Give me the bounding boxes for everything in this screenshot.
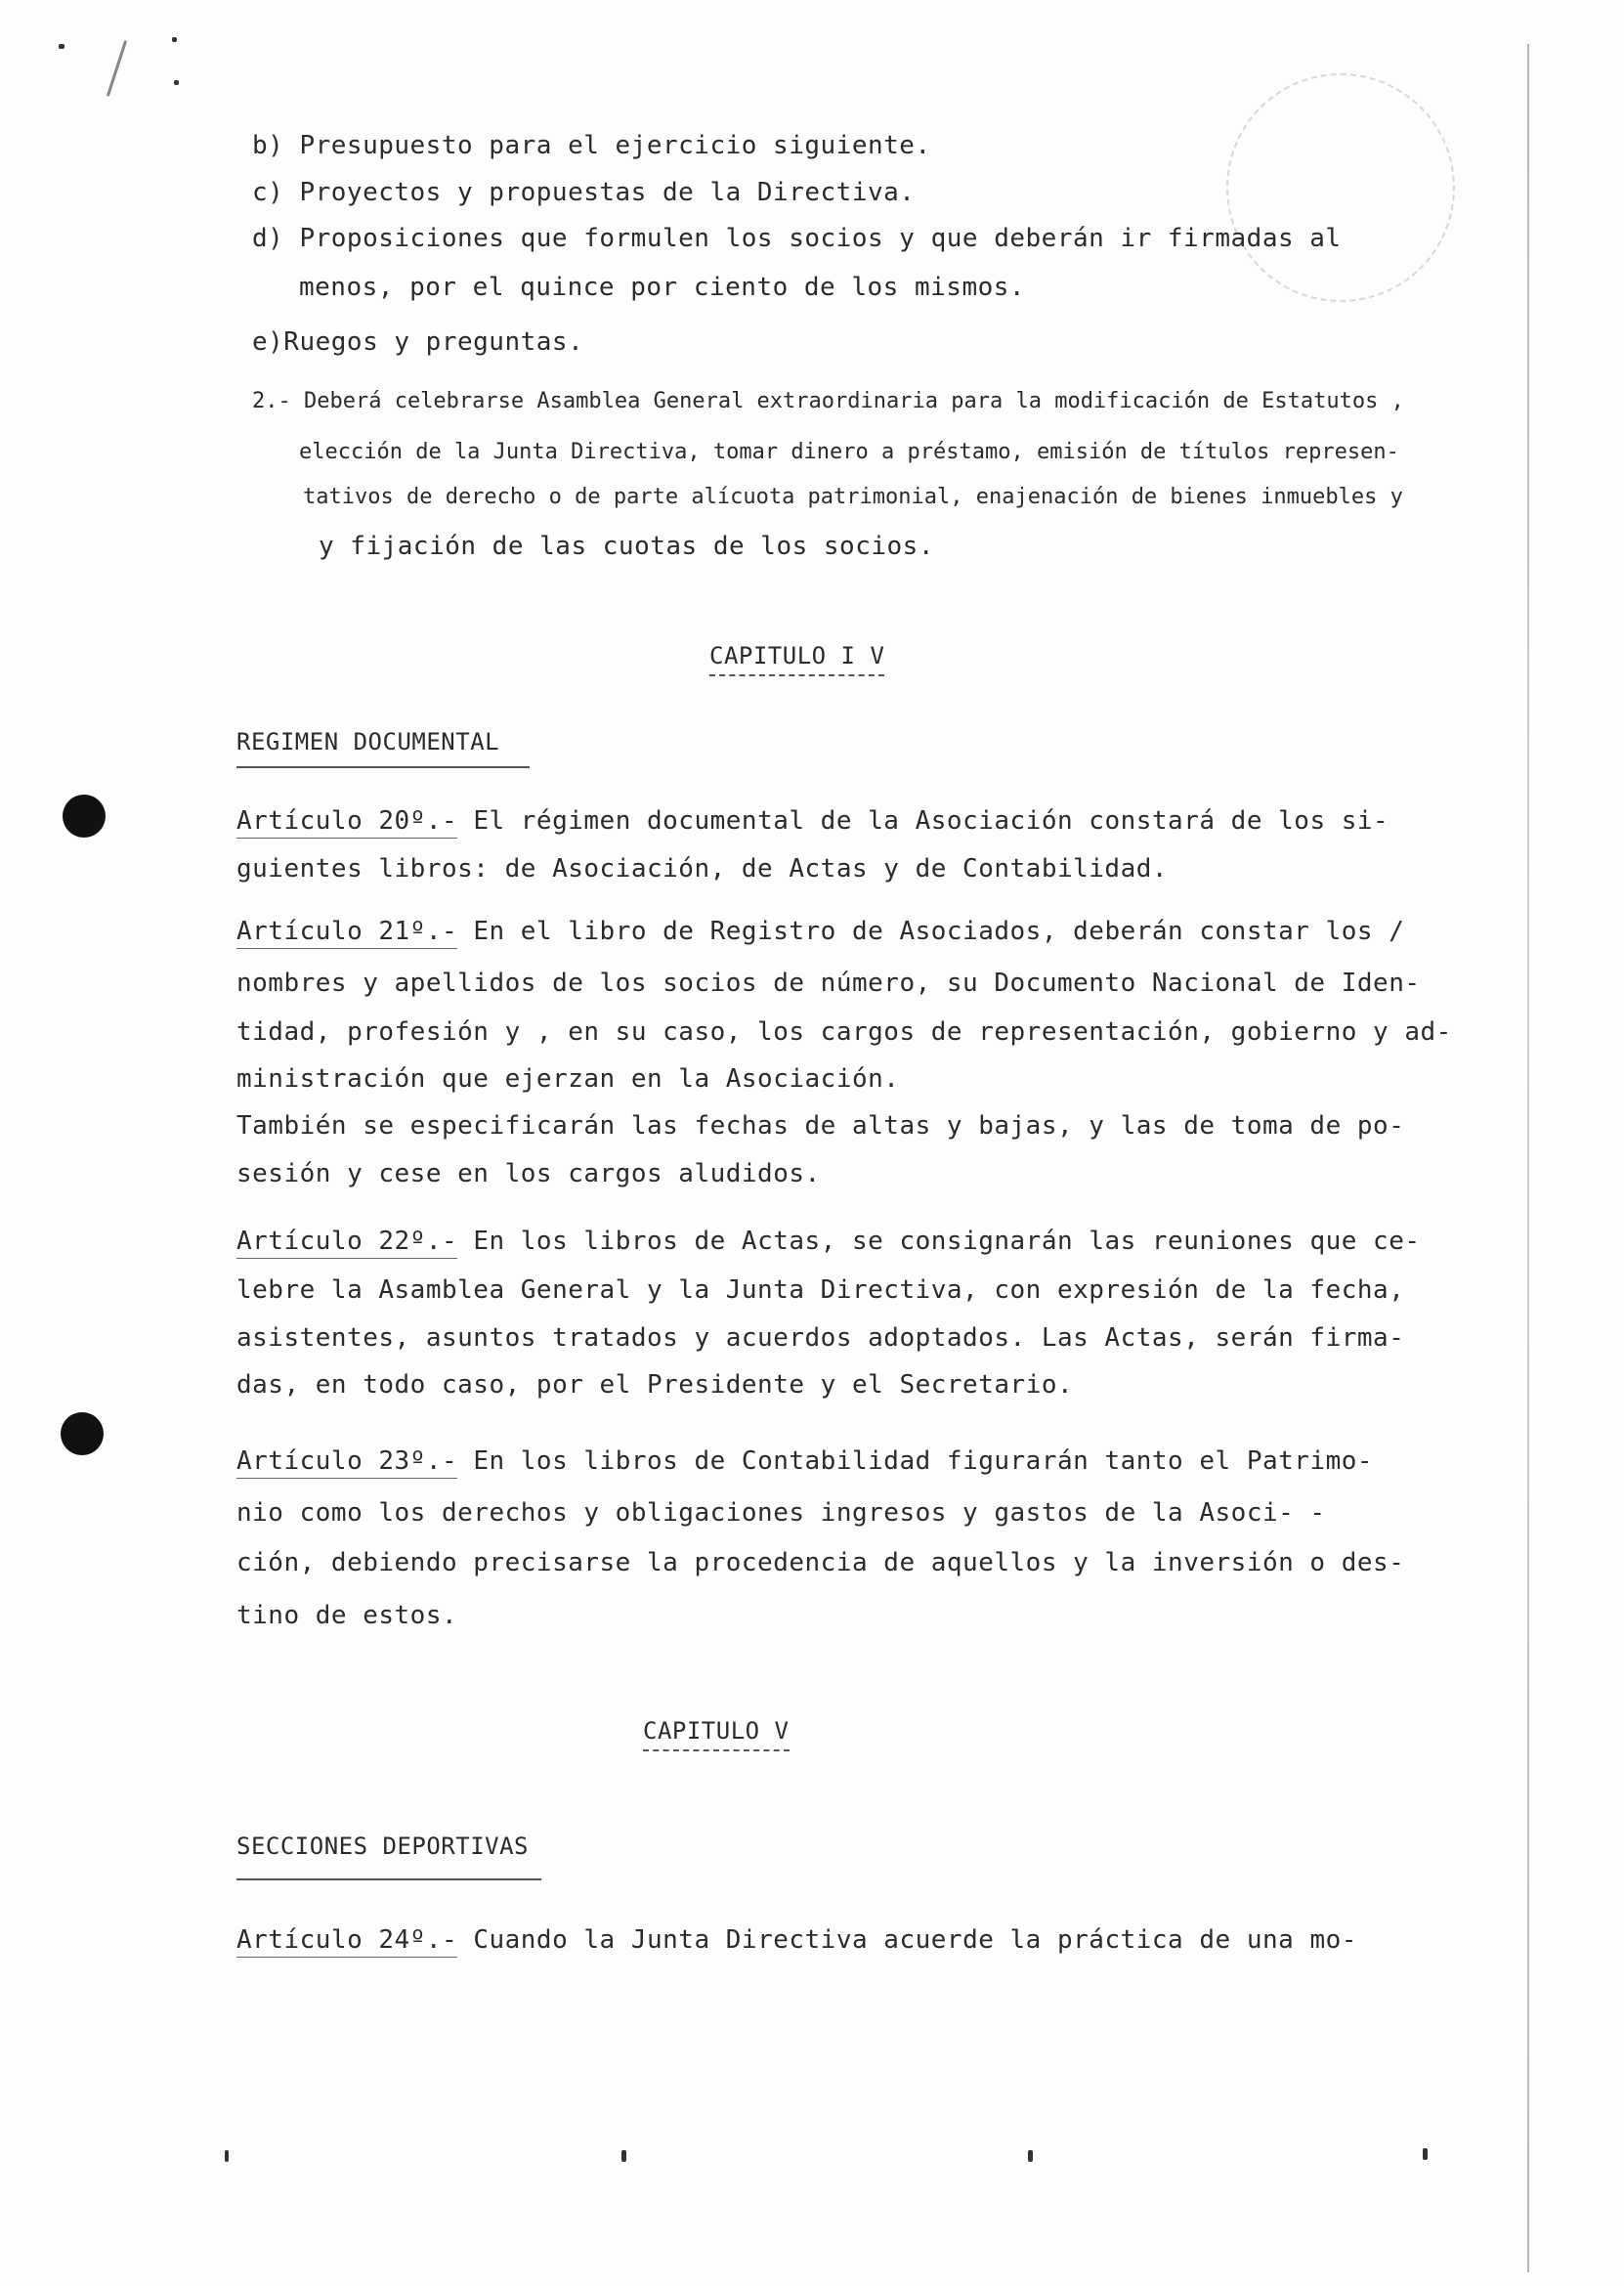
article-23-line1: En los libros de Contabilidad figurarán tanto el Patrimo- xyxy=(473,1446,1374,1476)
list-item-d-line1: d) Proposiciones que formulen los socios y que deberán ir firmadas al xyxy=(252,224,1342,253)
article-23-line2: nio como los derechos y obligaciones ingresos y gastos de la Asoci- - xyxy=(236,1498,1326,1528)
section-secciones-deportivas: SECCIONES DEPORTIVAS xyxy=(236,1833,529,1860)
chapter-5-title: CAPITULO V xyxy=(643,1716,790,1751)
article-21-line3: tidad, profesión y , en su caso, los cargos de representación, gobierno y ad- xyxy=(236,1017,1452,1047)
list-item-b: b) Presupuesto para el ejercicio siguiente. xyxy=(252,131,931,160)
paragraph-2-line3: tativos de derecho o de parte alícuota patrimonial, enajenación de bienes inmuebles y xyxy=(303,485,1403,509)
paragraph-2-line4: y fijación de las cuotas de los socios. xyxy=(319,532,934,561)
section-underline xyxy=(236,766,530,768)
speck xyxy=(172,37,177,42)
speck xyxy=(225,2150,229,2162)
speck xyxy=(621,2150,626,2162)
article-20-label: Artículo 20º.- xyxy=(236,804,457,839)
article-21-line1: En el libro de Registro de Asociados, deberán constar los / xyxy=(473,917,1405,946)
article-23-line4: tino de estos. xyxy=(236,1601,458,1630)
article-21-line5: También se especificarán las fechas de altas y bajas, y las de toma de po- xyxy=(236,1111,1405,1141)
article-23-line3: ción, debiendo precisarse la procedencia de aquellos y la inversión o des- xyxy=(236,1548,1405,1577)
list-item-e: e)Ruegos y preguntas. xyxy=(252,327,584,357)
chapter-4-title: CAPITULO I V xyxy=(709,641,884,676)
scan-streak xyxy=(107,40,127,97)
punch-hole-bottom xyxy=(61,1412,104,1455)
article-22-line1: En los libros de Actas, se consignarán las reuniones que ce- xyxy=(473,1227,1421,1256)
page-edge-line xyxy=(1527,44,1529,2272)
article-21-line4: ministración que ejerzan en la Asociación. xyxy=(236,1064,900,1094)
paragraph-2-line1: 2.- Deberá celebrarse Asamblea General extraordinaria para la modificación de Estatutos , xyxy=(252,389,1404,413)
article-24-label: Artículo 24º.- xyxy=(236,1923,457,1958)
article-23-label: Artículo 23º.- xyxy=(236,1445,457,1479)
article-22-line3: asistentes, asuntos tratados y acuerdos adoptados. Las Actas, serán firma- xyxy=(236,1323,1405,1353)
stamp-mark xyxy=(1226,73,1455,302)
speck xyxy=(174,80,179,85)
speck xyxy=(1423,2148,1428,2160)
list-item-c: c) Proyectos y propuestas de la Directiva. xyxy=(252,178,916,207)
list-item-d-line2: menos, por el quince por ciento de los mismos. xyxy=(299,273,1026,302)
article-21-line2: nombres y apellidos de los socios de número, su Documento Nacional de Iden- xyxy=(236,969,1421,998)
article-21-label: Artículo 21º.- xyxy=(236,915,457,949)
article-20-line2: guientes libros: de Asociación, de Actas y de Contabilidad. xyxy=(236,854,1169,884)
speck xyxy=(1028,2150,1033,2162)
article-20-line1: El régimen documental de la Asociación constará de los si- xyxy=(473,806,1389,836)
article-22-line2: lebre la Asamblea General y la Junta Directiva, con expresión de la fecha, xyxy=(236,1275,1405,1305)
paragraph-2-line2: elección de la Junta Directiva, tomar dinero a préstamo, emisión de títulos represen- xyxy=(299,440,1399,464)
section-underline xyxy=(236,1878,541,1880)
speck xyxy=(59,44,64,49)
article-21-line6: sesión y cese en los cargos aludidos. xyxy=(236,1159,821,1188)
punch-hole-top xyxy=(63,795,106,838)
article-22-label: Artículo 22º.- xyxy=(236,1225,457,1259)
section-regimen-documental: REGIMEN DOCUMENTAL xyxy=(236,728,500,755)
article-22-line4: das, en todo caso, por el Presidente y el Secretario. xyxy=(236,1370,1074,1400)
article-24-line1: Cuando la Junta Directiva acuerde la práctica de una mo- xyxy=(473,1925,1357,1955)
